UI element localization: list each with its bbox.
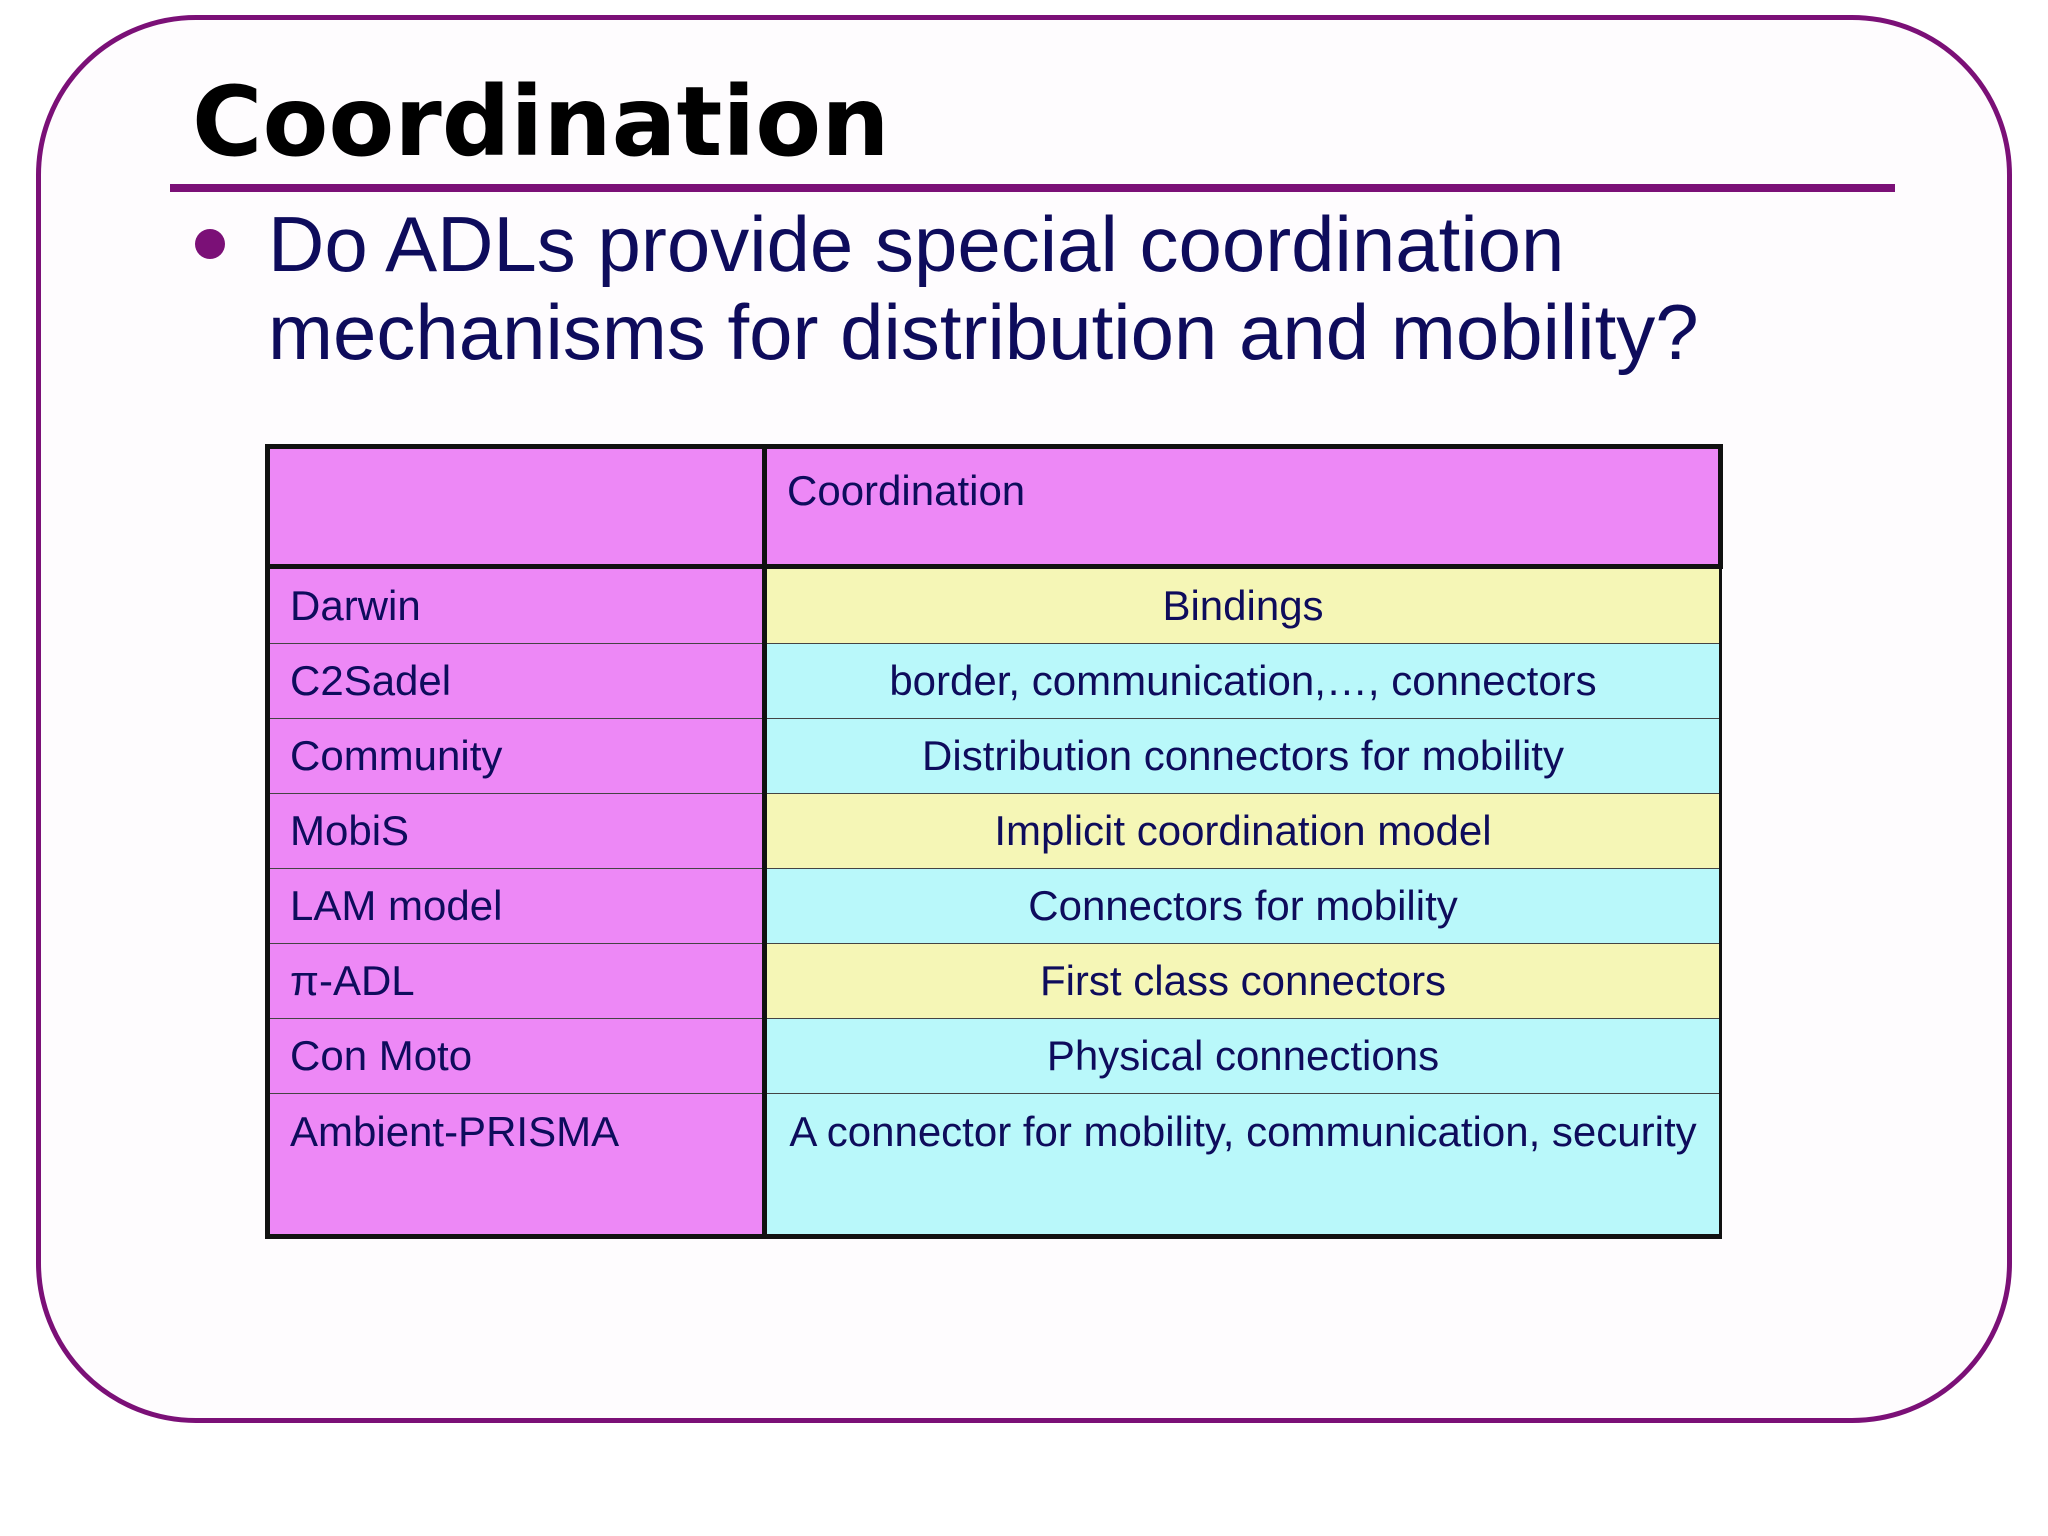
coordination-table	[265, 444, 1723, 1239]
table-row	[268, 944, 1721, 1019]
table-row	[268, 794, 1721, 869]
coordination-cell: A connector for mobility, communication, security	[765, 1094, 1721, 1237]
slide-title: Coordination	[192, 66, 890, 178]
adl-name-cell: Con Moto	[268, 1019, 765, 1094]
table-row	[268, 1094, 1721, 1237]
table-row	[268, 719, 1721, 794]
adl-name-cell: π-ADL	[268, 944, 765, 1019]
adl-name-cell: Darwin	[268, 567, 765, 644]
adl-name-cell: MobiS	[268, 794, 765, 869]
title-underline	[170, 184, 1895, 192]
adl-name-cell: Ambient-PRISMA	[268, 1094, 765, 1237]
table-row	[268, 644, 1721, 719]
adl-name-cell: LAM model	[268, 869, 765, 944]
coordination-cell: Bindings	[765, 567, 1721, 644]
table-header-row	[268, 447, 1721, 567]
coordination-cell: Implicit coordination model	[765, 794, 1721, 869]
table-row	[268, 1019, 1721, 1094]
coordination-cell: Physical connections	[765, 1019, 1721, 1094]
coordination-cell: First class connectors	[765, 944, 1721, 1019]
header-cell-adl	[268, 447, 765, 567]
bullet-text: Do ADLs provide special coordination mechanisms for distribution and mobility?	[268, 200, 1699, 376]
adl-name-cell: Community	[268, 719, 765, 794]
header-cell-coordination: Coordination	[765, 447, 1721, 567]
coordination-cell: border, communication,…, connectors	[765, 644, 1721, 719]
coordination-cell: Connectors for mobility	[765, 869, 1721, 944]
table-row	[268, 869, 1721, 944]
table-row	[268, 567, 1721, 644]
bullet-dot-icon	[195, 229, 225, 259]
adl-name-cell: C2Sadel	[268, 644, 765, 719]
coordination-cell: Distribution connectors for mobility	[765, 719, 1721, 794]
